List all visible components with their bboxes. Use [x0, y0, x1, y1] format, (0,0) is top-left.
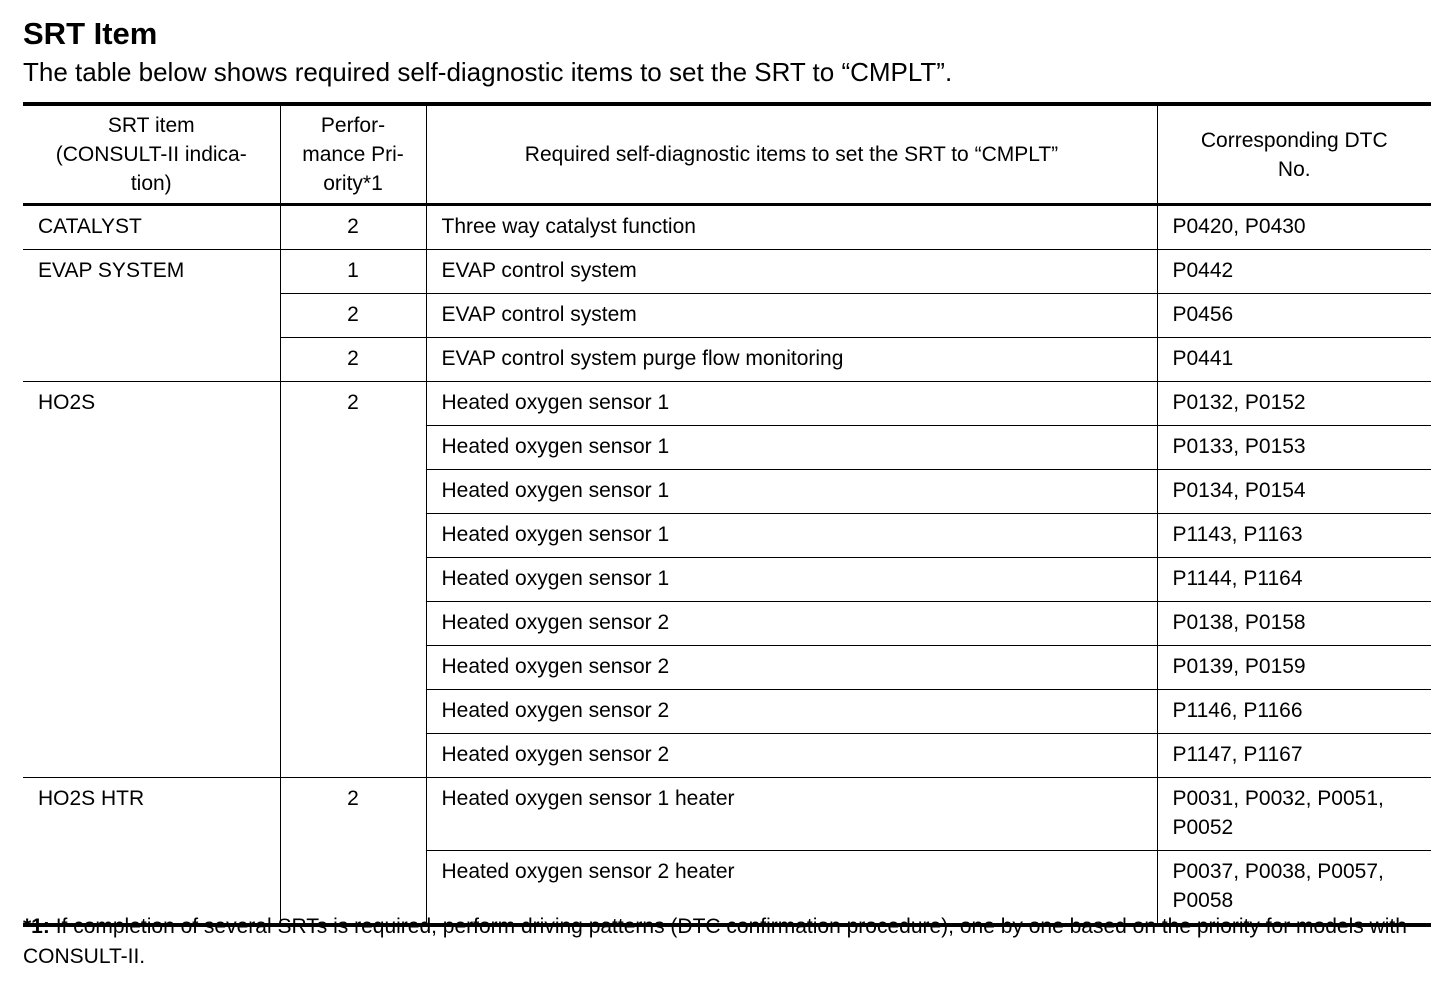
header-priority: Perfor- mance Pri- ority*1 [280, 104, 426, 205]
dtc-cell: P1147, P1167 [1157, 734, 1431, 778]
priority-cell: 1 [280, 250, 426, 294]
diag-item-cell: Heated oxygen sensor 2 [426, 690, 1157, 734]
dtc-cell: P0442 [1157, 250, 1431, 294]
dtc-cell: P1143, P1163 [1157, 514, 1431, 558]
header-diag-items: Required self-diagnostic items to set the SRT to “CMPLT” [426, 104, 1157, 205]
diag-item-cell: Heated oxygen sensor 2 [426, 602, 1157, 646]
table-row [23, 778, 1431, 851]
footnote [23, 912, 1431, 972]
diag-item-cell: EVAP control system [426, 250, 1157, 294]
srt-table [23, 102, 1431, 927]
diag-item-cell: Heated oxygen sensor 1 [426, 426, 1157, 470]
dtc-cell: P0139, P0159 [1157, 646, 1431, 690]
diag-item-cell: Heated oxygen sensor 2 heater [426, 851, 1157, 926]
document-page [23, 14, 1431, 968]
diag-item-cell: Heated oxygen sensor 1 [426, 558, 1157, 602]
srt-item-cell: EVAP SYSTEM [23, 250, 280, 382]
header-srt-item: SRT item (CONSULT-II indica- tion) [23, 104, 280, 205]
dtc-cell: P0133, P0153 [1157, 426, 1431, 470]
diag-item-cell: Heated oxygen sensor 1 [426, 514, 1157, 558]
header-dtc: Corresponding DTC No. [1157, 104, 1431, 205]
priority-cell: 2 [280, 205, 426, 250]
dtc-cell: P1144, P1164 [1157, 558, 1431, 602]
priority-cell: 2 [280, 382, 426, 778]
table-header-row [23, 104, 1431, 205]
diag-item-cell: Heated oxygen sensor 1 heater [426, 778, 1157, 851]
priority-cell: 2 [280, 778, 426, 926]
page-title: SRT Item [23, 16, 158, 51]
diag-item-cell: EVAP control system [426, 294, 1157, 338]
table-row [23, 250, 1431, 294]
priority-cell: 2 [280, 338, 426, 382]
table-row [23, 382, 1431, 426]
dtc-cell: P0037, P0038, P0057, P0058 [1157, 851, 1431, 926]
dtc-cell: P0441 [1157, 338, 1431, 382]
diag-item-cell: Heated oxygen sensor 1 [426, 470, 1157, 514]
dtc-cell: P0132, P0152 [1157, 382, 1431, 426]
diag-item-cell: Heated oxygen sensor 2 [426, 734, 1157, 778]
footnote-text: If completion of several SRTs is required, perform driving patterns (DTC confirmation procedure), one by one based on the priority for models with CONSULT-II. [23, 915, 1407, 968]
srt-item-cell: CATALYST [23, 205, 280, 250]
priority-cell: 2 [280, 294, 426, 338]
dtc-cell: P0134, P0154 [1157, 470, 1431, 514]
diag-item-cell: Heated oxygen sensor 1 [426, 382, 1157, 426]
page-subtitle: The table below shows required self-diagnostic items to set the SRT to “CMPLT”. [23, 57, 953, 87]
footnote-mark: *1: [23, 915, 50, 938]
table-row [23, 205, 1431, 250]
diag-item-cell: EVAP control system purge flow monitoring [426, 338, 1157, 382]
dtc-cell: P0138, P0158 [1157, 602, 1431, 646]
dtc-cell: P0456 [1157, 294, 1431, 338]
srt-item-cell: HO2S HTR [23, 778, 280, 926]
dtc-cell: P0420, P0430 [1157, 205, 1431, 250]
dtc-cell: P1146, P1166 [1157, 690, 1431, 734]
srt-item-cell: HO2S [23, 382, 280, 778]
diag-item-cell: Three way catalyst function [426, 205, 1157, 250]
diag-item-cell: Heated oxygen sensor 2 [426, 646, 1157, 690]
dtc-cell: P0031, P0032, P0051, P0052 [1157, 778, 1431, 851]
